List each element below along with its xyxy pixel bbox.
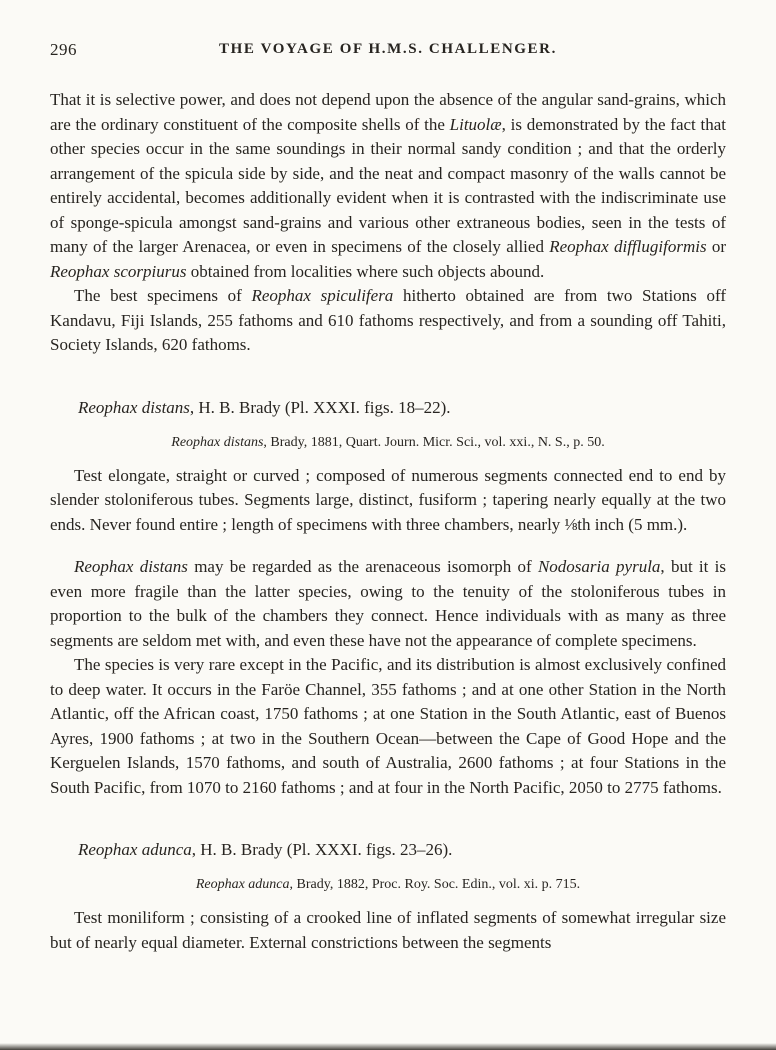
italic-text-run: Reophax difflugiformis [549,237,707,256]
paragraph-best-specimens [50,284,726,358]
text-run: Test moniliform ; consisting of a crooked line of inflated segments of somewhat irregular size but of nearly equal diameter. External constrictions between the segments [50,908,726,952]
text-run: obtained from localities where such objects abound. [186,261,545,281]
paragraph-selective-power [50,88,726,284]
paragraph-test-moniliform [50,906,726,955]
page-header [50,40,726,66]
italic-text-run: Reophax spiculifera [251,286,394,305]
running-header-title: THE VOYAGE OF H.M.S. CHALLENGER. [219,41,557,57]
italic-text-run: Reophax distans [74,557,188,576]
italic-text-run: Reophax adunca [195,877,290,892]
italic-text-run: Reophax scorpiurus [50,261,187,281]
paragraph-species-distribution [50,653,726,800]
text-run: The species is very rare except in the Pacific, and its distribution is almost exclusively confined to deep water. It occurs in the Faröe Channel, 355 fathoms ; and at one other Station in the North Atlantic, off the African coast, 1750 fathoms ; at one Station in the South Atlantic, east of Buenos Ayres, 1900 fathoms ; at two in the Southern Ocean—between the Cape of Good Hope and the Kerguelen Islands, 1570 fathoms, and south of Australia, 2600 fathoms ; at four Stations in the South Pacific, from 1070 to 2160 fathoms ; and at four in the North Pacific, 2050 to 2775 fathoms. [50,655,726,797]
citation-reophax-distans [50,434,726,452]
text-run: , is demonstrated by the fact that other species occur in the same soundings in their normal sandy condition ; and that the orderly arrangement of the spicula side by side, and the neat and compact masonry of the walls cannot be entirely accidental, becomes additionally evident when it is contrasted with the indiscriminate use of sponge-spicula amongst sand-grains and various other extraneous bodies, seen in the tests of many of the larger Arenacea, or even in specimens of the closely allied [50,114,726,256]
italic-text-run: Reophax distans [171,434,264,450]
italic-text-run: Nodosaria pyrula [537,557,661,576]
text-run: That it is selective power, and does not depend upon the absence of the angular sand-grains, which are the ordinary constituent of the composite shells of the [50,90,726,134]
text-run: , Brady, 1882, Proc. Roy. Soc. Edin., vol. xi. p. 715. [289,877,581,892]
paragraph-test-elongate [50,464,726,538]
species-heading-reophax-distans [50,396,726,420]
text-run: hitherto obtained are from two Stations off Kandavu, Fiji Islands, 255 fathoms and 610 fathoms respectively, and from a sounding off Tahiti, Society Islands, 620 fathoms. [50,286,726,354]
page-number: 296 [50,40,77,59]
text-run: Test elongate, straight or curved ; composed of numerous segments connected end to end by slender stoloniferous tubes. Segments large, distinct, fusiform ; tapering nearly equally at the two ends. Never found entire ; length of specimens with three chambers, nearly ⅛th inch (5 mm.). [50,465,726,534]
scan-edge-shadow [0,1043,776,1050]
citation-reophax-adunca [50,876,726,894]
paragraph-arenaceous-isomorph [50,555,726,653]
text-run: or [706,237,726,256]
text-run: , H. B. Brady (Pl. XXXI. figs. 23–26). [191,840,453,859]
text-run: , Brady, 1881, Quart. Journ. Micr. Sci., vol. xxi., N. S., p. 50. [263,434,605,450]
species-heading-reophax-adunca [50,838,726,862]
italic-text-run: Lituolæ [449,114,502,134]
text-run: The best specimens of [74,286,252,305]
italic-text-run: Reophax distans [78,397,190,417]
text-run: may be regarded as the arenaceous isomorph of [187,557,538,576]
text-run: , but it is even more fragile than the latter species, owing to the tenuity of the stoloniferous tubes in proportion to the bulk of the chambers they connect. Hence individuals with as many as three segments are seldom met with, and even these have not the appearance of complete specimens. [50,557,726,650]
italic-text-run: Reophax adunca [78,840,192,859]
text-run: , H. B. Brady (Pl. XXXI. figs. 18–22). [189,397,451,417]
